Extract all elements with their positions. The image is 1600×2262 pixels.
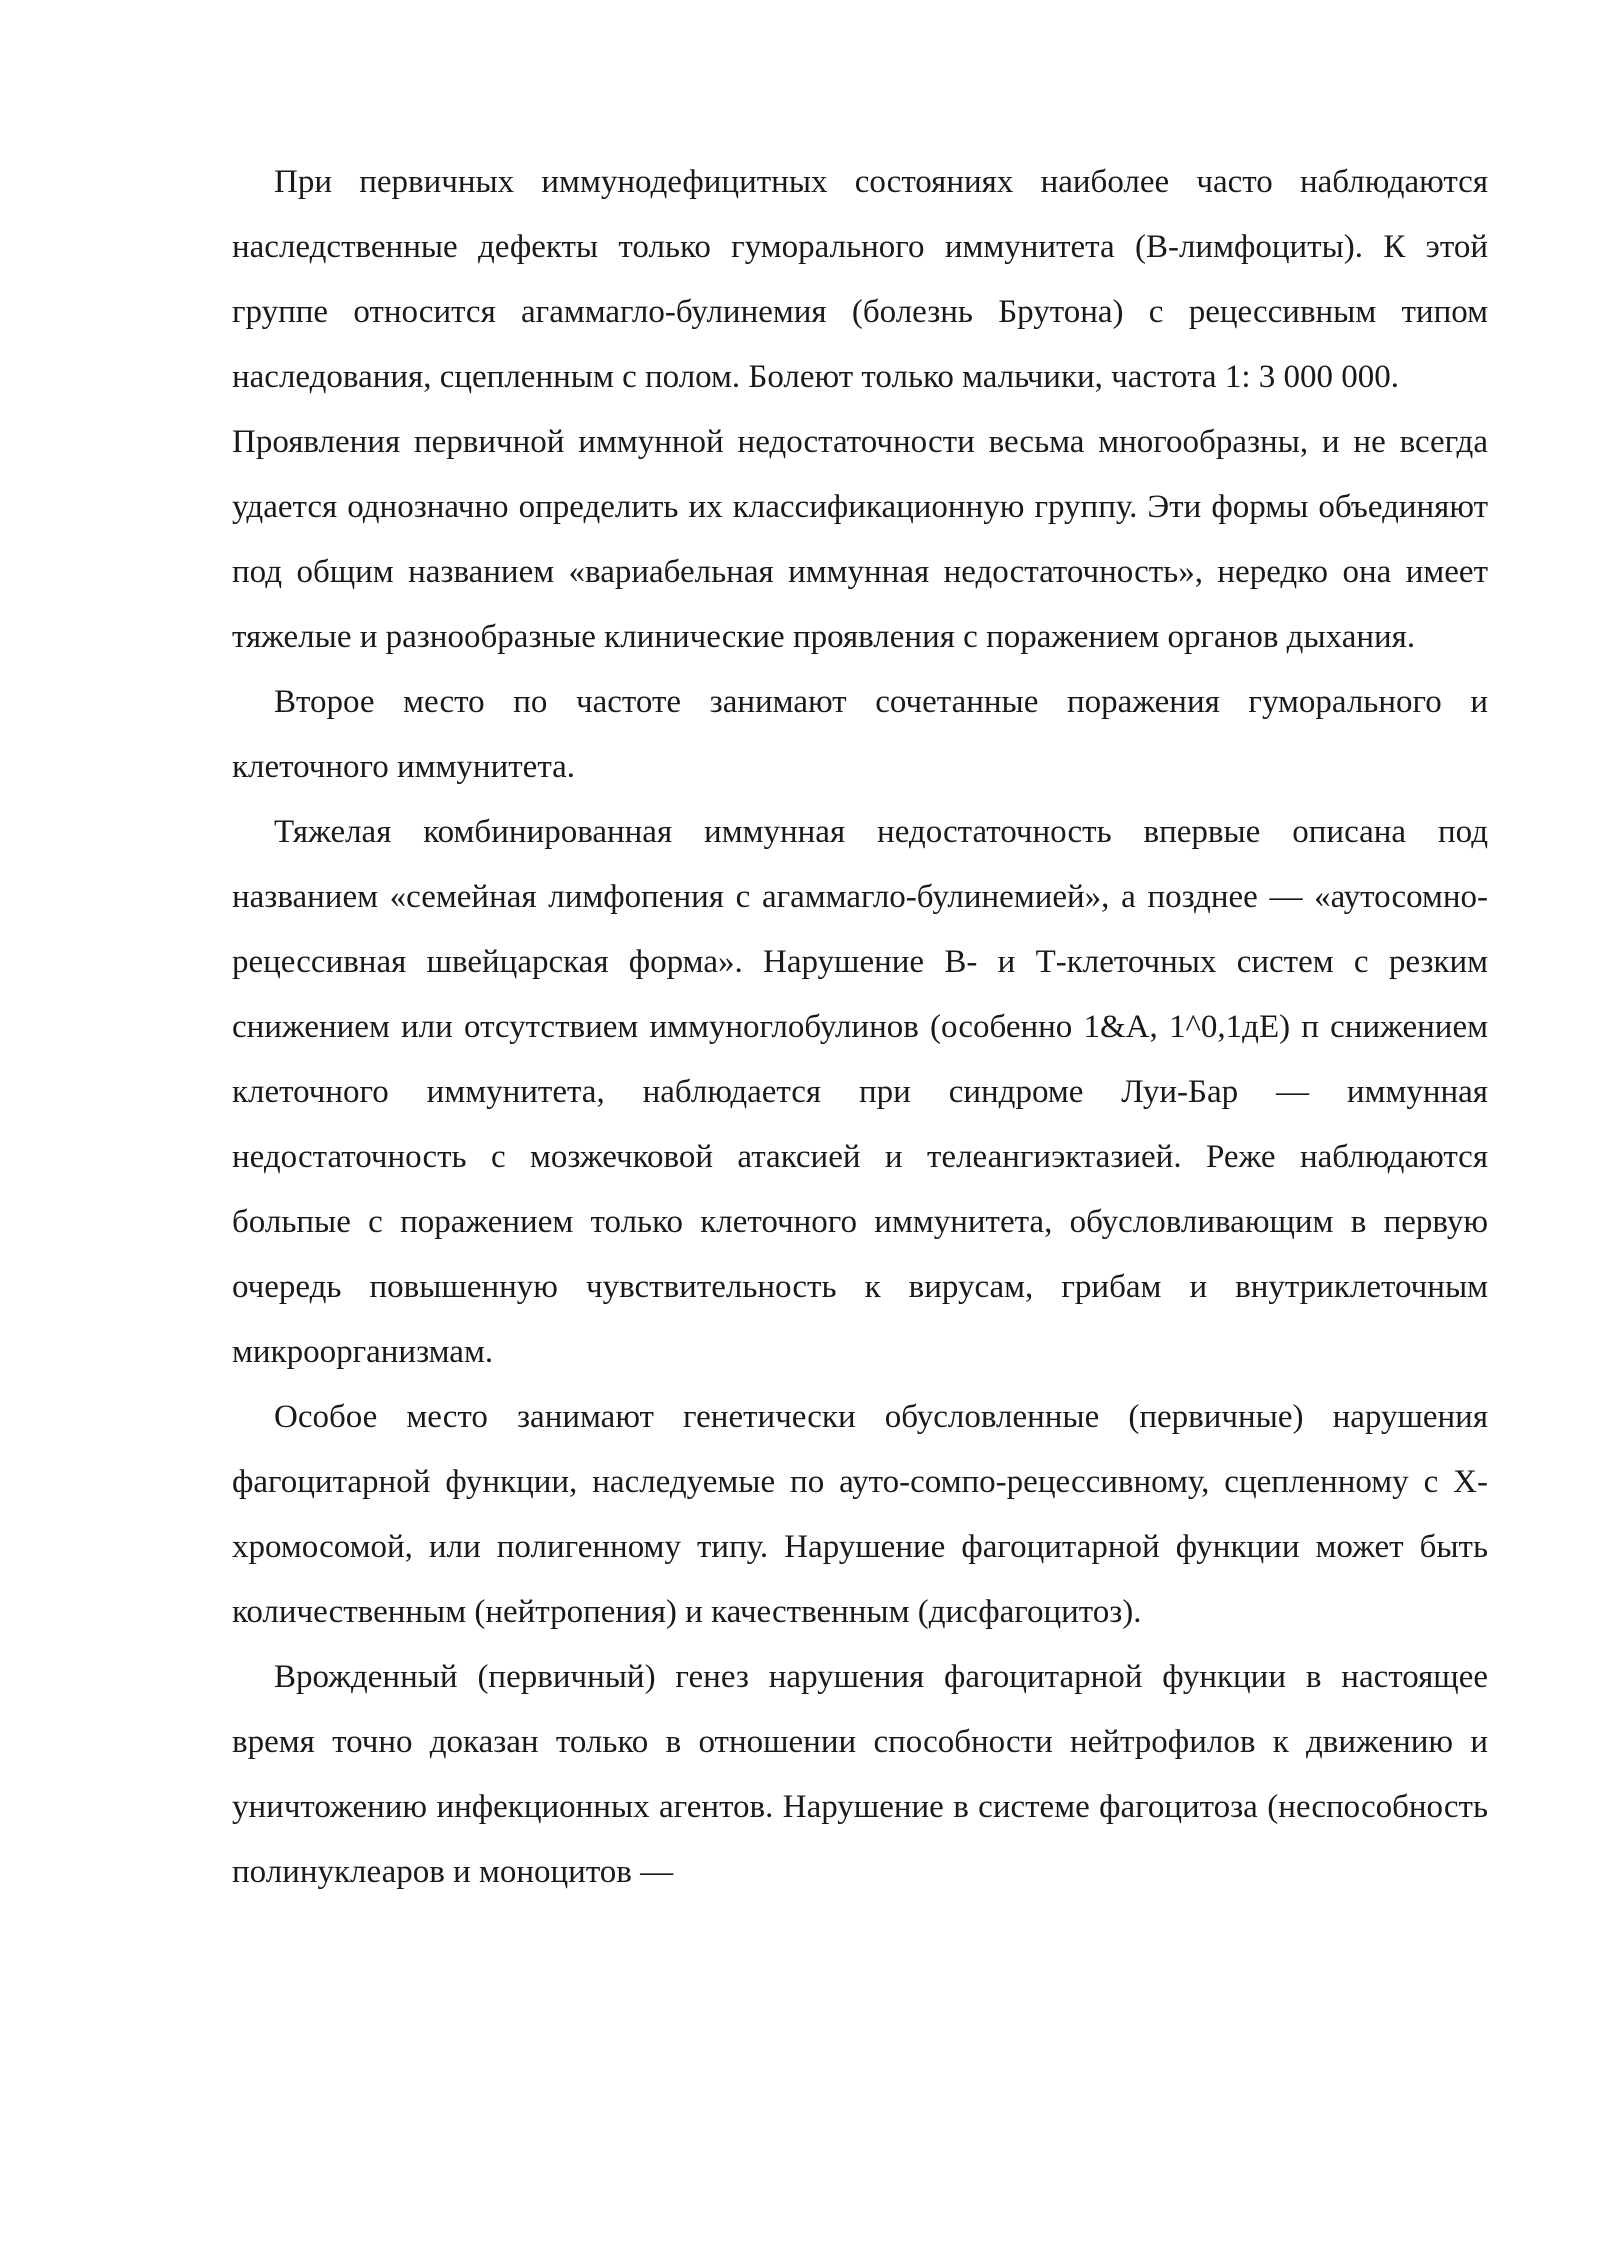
document-body [232, 150, 1488, 1905]
paragraph-severe-combined: Тяжелая комбинированная иммунная недостаточность впервые описана под названием «семейная лимфопения с агаммагло-булинемией», а позднее — «аутосомно-рецессивная швейцарская форма». Нарушение В- и Т-клеточных систем с резким снижением или отсутствием иммуноглобулинов (особенно 1&А, 1^0,1дЕ) п снижением клеточного иммунитета, наблюдается при синдроме Луи-Бар — иммунная недостаточность с мозжечковой атаксией и телеангиэктазией. Реже наблюдаются больпые с поражением только клеточного иммунитета, обусловливающим в первую очередь повышенную чувствительность к вирусам, грибам и внутриклеточным микроорганизмам. [232, 814, 1488, 1370]
paragraph-variable-immunodeficiency: Проявления первичной иммунной недостаточности весьма многообразны, и не всегда удается однозначно определить их классификационную группу. Эти формы объединяют под общим названием «вариабельная иммунная недостаточность», нередко она имеет тяжелые и разнообразные клинические проявления с поражением органов дыхания. [232, 424, 1488, 655]
paragraph-congenital-genesis: Врожденный (первичный) генез нарушения фагоцитарной функции в настоящее время точно доказан только в отношении способности нейтрофилов к движению и уничтожению инфекционных агентов. Нарушение в системе фагоцитоза (неспособность полинуклеаров и моноцитов — [232, 1659, 1488, 1890]
paragraph-primary-immunodeficiency: При первичных иммунодефицитных состояниях наиболее часто наблюдаются наследственные дефекты только гуморального иммунитета (В-лимфоциты). К этой группе относится агаммагло-булинемия (болезнь Брутона) с рецессивным типом наследования, сцепленным с полом. Болеют только мальчики, частота 1: 3 000 000. [232, 164, 1488, 395]
paragraph-phagocytic-function: Особое место занимают генетически обусловленные (первичные) нарушения фагоцитарной функции, наследуемые по ауто-сомпо-рецессивному, сцепленному с Х-хромосомой, или полигенному типу. Нарушение фагоцитарной функции может быть количественным (нейтропения) и качественным (дисфагоцитоз). [232, 1399, 1488, 1630]
paragraph-combined-lesions: Второе место по частоте занимают сочетанные поражения гуморального и клеточного иммунитета. [232, 684, 1488, 785]
